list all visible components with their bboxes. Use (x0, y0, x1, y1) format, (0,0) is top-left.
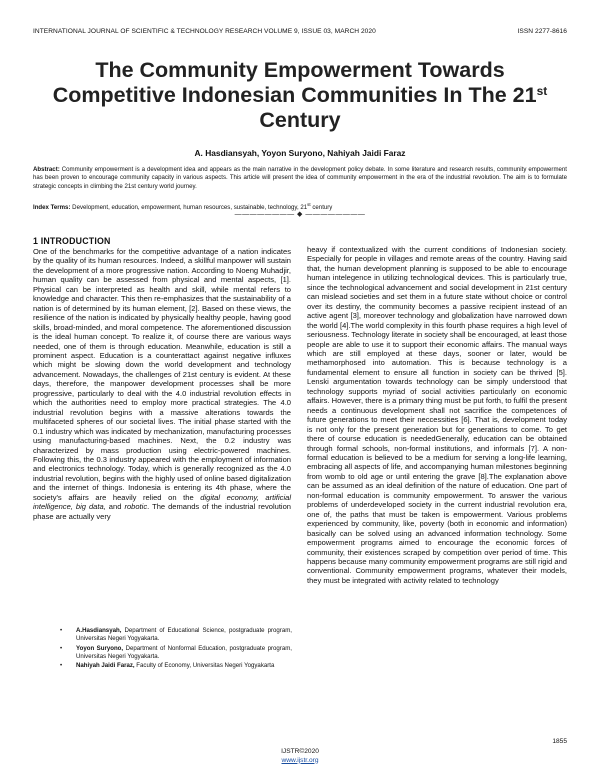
footnote-name: Nahiyah Jaidi Faraz, (76, 662, 135, 669)
footnote-text: Faculty of Economy, Universitas Negeri Yogyakarta (134, 662, 275, 669)
author-footnotes (60, 627, 292, 672)
issn-number: ISSN 2277-8616 (517, 28, 567, 35)
paper-title (30, 58, 570, 133)
right-column (307, 245, 567, 585)
section-heading: 1 INTRODUCTION (33, 236, 111, 246)
journal-name: INTERNATIONAL JOURNAL OF SCIENTIFIC & TECHNOLOGY RESEARCH VOLUME 9, ISSUE 03, MARCH 2020 (33, 28, 376, 35)
right-paragraph: heavy if contextualized with the current conditions of Indonesian society. Especially for people in villages and remote areas of the country. Having said that, the human development planning is supposed to be able to encourage human intelegence in utilizing technological devices. This is particularly true, since the technological advancement and social development in 21st century can mislead societies and set them in a future state without choice or control over its destiny, the community becomes a passive recipient instead of an active agent [3], moreover technology and globalization have narrowed down the world [4].The world complexity in this fourth phase requires a high level of seriousness. Technology literate in society shall be encouraged, at least those people are able to use it to support their economic affairs. The manual ways which are still employed at these days, sooner or later, would be methamorphosed into automation. This is because technology is a fundamental element to ensure all function in society can be thrived [5]. Lenski argumentation towards technology can be simply understood that technology supports myriad of social activities particularly on economic affairs. However, there is a primary thing must be put forth, to fulfil the present needs a continuous development shall not sacrifice the competences of future generations to meet their neccessities [6]. That is, development today is not only for the present generation but for generations to come. To get there of course education is neededGenerally, education can be obtained through formal schools, non-formal institutions, and informals [7]. A non-formal education is believed to be a medium for serving a long-life learning, embracing all aspects of life, and accompanying human milestones beginning from womb to old age or until entering the grave [8].The explanation above can be assumed as an ideal definition of the nature of education. One part of non-formal education is community empowerment. To answer the various problems of underdeveloped society in the current industrial revolution era, one of, the paths that must be taken is empowerment. Various problems experienced by community, like, poverty (both in economic and information) basically can be solved using an advanced information technology. Some empowerment programs aimed to encourage the economic forces of community, their existences scraped by competition over period of time. This happens because many community empowerment programs are still rigid and conventional. Community empowerment programs, whatever their models, they must be integrated with activity related to technology (307, 245, 567, 585)
left-and: and (105, 502, 125, 512)
author-list: A. Hasdiansyah, Yoyon Suryono, Nahiyah Jaidi Faraz (194, 148, 406, 158)
footnote-item (60, 662, 292, 670)
title-line-1: The Community Empowerment Towards (95, 58, 505, 82)
left-column-text (33, 236, 291, 521)
left-paragraph: One of the benchmarks for the competitive advantage of a nation indicates by the quality of its human resources. Indeed, a skillful manpower will sustain the development of a more progressive nation. According to Noeng Muhadjir, human quality can be assessed from physical and mental aspects, [1]. Physical can be interpreted as health and skill, while mental refers to knowledge and character. This then re-emphasizes that the sustainability of a nation is of determined by its human element, [2]. Based on these views, the resilience of the nation is indicated by physically healthy people, having good skills, broad-minded, and moral competence. The aforementioned discussion is the ideal human concept. To realize it, of course there are various ways needed, one of them is through education. Meanwhile, education is still a prominent aspect. Education is a counterattact against negative influxes which might be slowing down the world development and technology advancement. Nowadays, the challenges of 21st century is evident. At these days, therefore, the manpower development processes shall be more progressive, particularly to deal with the 4.0 industrial revolution effects in which the authorities need to employ more practical strategies. The 4.0 industrial revolution begins with a massive alterations towards the multifaceted spheres of our societal lives. The initial phase started with the 0.1 industry which was indicated by mechanization, manufacturing processes using manufacturing-based machines. Next, the 0.2 industry was characterized by mass production using electric-powered machines. Following this, the 0.3 industry appeared with the employment of information and electronics technology. Today, which is generally recognized as the 4.0 industrial revolution, begins with the highly used of online based digitalization and the internet of things. Indonesia is entering its 4th phase, where the society's affairs are heavily relied on the (33, 247, 291, 502)
left-paragraph-end: . The demands of the industrial revolution phase are actually very (33, 502, 291, 521)
left-italic-robotic: robotic (124, 502, 148, 512)
abstract-text: Community empowerment is a development idea and appears as the main narrative in the development policy debate. In some literature and research results, community empowerment has been proven to encourage community capacity in various aspects. This article will present the idea of community empowerment in the era of the industrial revolution. The aim is to formulate strategic concepts in climbing the 21st century world journey. (33, 166, 567, 190)
footnote-text: Department of Nonformal Education, postgraduate program, Universitas Negeri Yogyakarta. (76, 644, 292, 660)
footnote-name: A.Hasdiansyah, (76, 627, 122, 634)
journal-url-link[interactable]: www.ijstr.org (281, 756, 319, 764)
footnote-item (60, 627, 292, 643)
abstract (33, 166, 567, 191)
title-superscript: st (536, 84, 548, 98)
title-line-2: Competitive Indonesian Communities In The 21 (52, 83, 537, 107)
section-separator: ———————— ◆ ———————— (234, 211, 366, 218)
bullet-icon: • (60, 644, 63, 652)
index-terms-label: Index Terms: (33, 204, 71, 212)
footnote-name: Yoyon Suryono, (76, 644, 124, 652)
left-column (33, 236, 291, 521)
index-terms-end: century (310, 204, 333, 212)
bullet-icon: • (60, 627, 63, 634)
index-terms-text: Development, education, empowerment, human resources, sustainable, technology, 21 (70, 204, 308, 212)
abstract-label: Abstract: (33, 166, 60, 173)
index-terms-superscript: st (307, 202, 311, 207)
footnote-text: Department of Educational Science, postgraduate program, Universitas Negeri Yogyakarta. (76, 627, 292, 642)
left-italic-terms: digital economy, artificial intelligence, big data, (33, 492, 291, 512)
footnote-item (60, 645, 292, 661)
page-number: 1855 (552, 738, 567, 745)
title-line-3: Century (259, 108, 341, 132)
page-footer (0, 748, 600, 765)
bullet-icon: • (60, 662, 63, 669)
running-header (33, 28, 567, 38)
copyright-code: IJSTR©2020 (281, 748, 319, 755)
